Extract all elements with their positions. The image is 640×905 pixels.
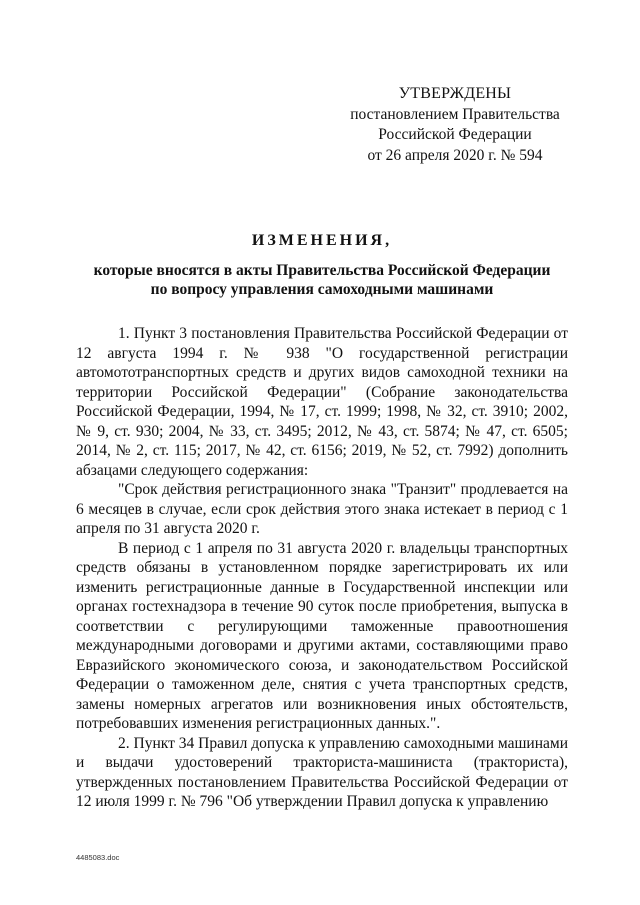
approval-heading: УТВЕРЖДЕНЫ (398, 85, 512, 102)
document-subtitle (76, 261, 568, 299)
approval-line: Российской Федерации (378, 126, 532, 143)
paragraph-item-2: 2. Пункт 34 Правил допуска к управлению самоходными машинами и выдачи удостоверений тракториста-машиниста (тракториста), утвержденных постановлением Правительства Российской Федерации от 12 июля 1999 г. № 796 "Об утверждении Правил допуска к управлению (76, 734, 568, 810)
paragraph-item-1: 1. Пункт 3 постановления Правительства Российской Федерации от 12 августа 1994 г. № 938 "О государственной регистрации автомототранспортных средств и других видов самоходной техники на территории Российской Федерации" (Собрание законодательства Российской Федерации, 1994, № 17, ст. 1999; 1998, № 32, ст. 3910; 2002, № 9, ст. 930; 2004, № 33, ст. 3495; 2012, № 43, ст. 5874; № 47, ст. 6505; 2014, № 2, ст. 115; 2017, № 42, ст. 6156; 2019, № 52, ст. 7992) дополнить абзацами следующего содержания: (76, 325, 568, 479)
approval-line: постановлением Правительства (350, 105, 560, 123)
approval-block (330, 84, 580, 166)
subtitle-line: по вопросу управления самоходными машинами (150, 281, 494, 298)
file-name-footer: 4485083.doc (76, 853, 120, 862)
document-body (76, 324, 568, 812)
quoted-paragraph: В период с 1 апреля по 31 августа 2020 г. владельцы транспортных средств обязаны в установленном порядке зарегистрировать их или изменить регистрационные данные в Государственной инспекции или органах гостехнадзора в течение 90 суток после приобретения, выпуска в соответствии с регулирующими таможенные правоотношения международными договорами и другими актами, составляющими право Евразийского экономического союза, и законодательством Российской Федерации о таможенном деле, снятия с учета транспортных средств, замены номерных агрегатов или возникновения иных обстоятельств, потребовавших изменения регистрационных данных.". (76, 539, 568, 732)
subtitle-line: которые вносятся в акты Правительства Российской Федерации (93, 262, 551, 279)
document-title: ИЗМЕНЕНИЯ, (251, 232, 393, 249)
approval-date-line: от 26 апреля 2020 г. № 594 (367, 146, 543, 164)
quoted-paragraph: "Срок действия регистрационного знака "Транзит" продлевается на 6 месяцев в случае, если срок действия этого знака истекает в период с 1 апреля по 31 августа 2020 г. (76, 481, 568, 537)
